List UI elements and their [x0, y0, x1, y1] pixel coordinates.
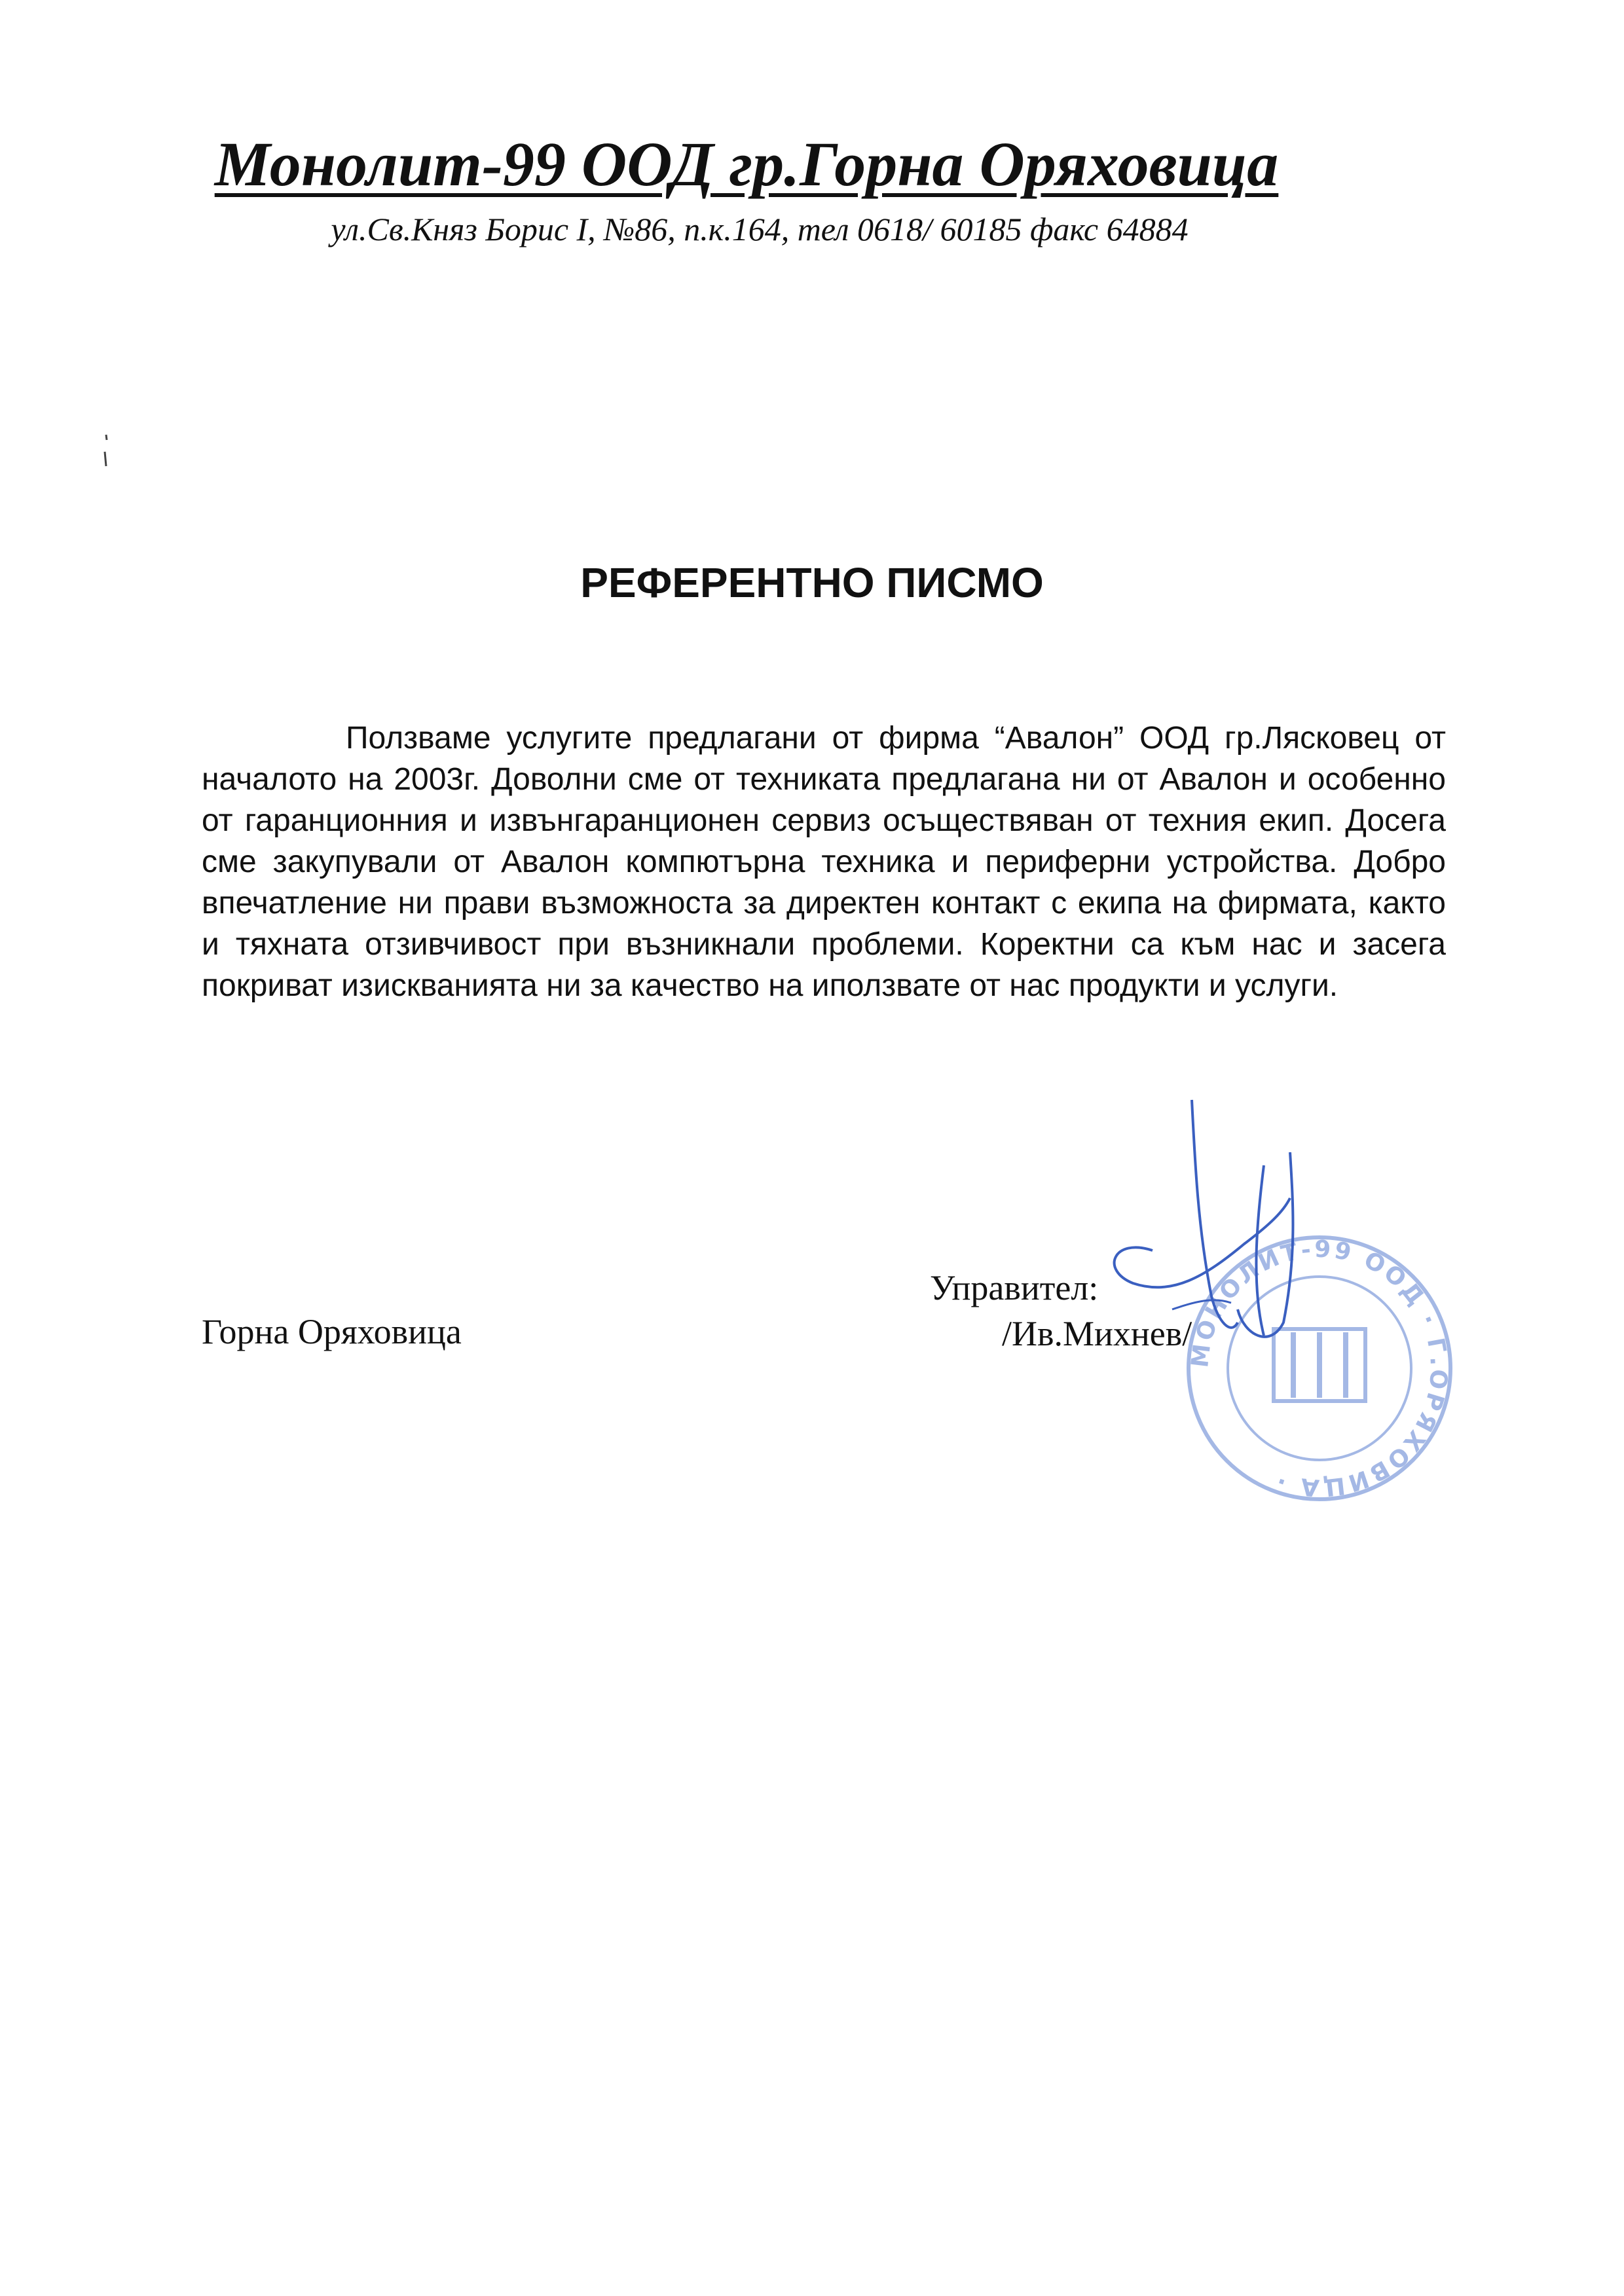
handwritten-signature — [1074, 1087, 1375, 1388]
document-title: РЕФЕРЕНТНО ПИСМО — [580, 559, 1044, 606]
manager-name: /Ив.Михнев/ — [1002, 1314, 1192, 1353]
svg-text:МОНОЛИТ-99 ООД · Г.ОРЯХОВИЦА ·: МОНОЛИТ-99 ООД · Г.ОРЯХОВИЦА · — [1187, 1235, 1452, 1501]
scan-marks — [98, 432, 118, 471]
city-name: Горна Оряховица — [202, 1312, 462, 1351]
letterhead-address: ул.Св.Княз Борис I, №86, п.к.164, тел 0618/ 60185 факс 64884 — [331, 211, 1189, 247]
manager-title: Управител: — [930, 1268, 1099, 1307]
letterhead-company: Монолит-99 ООД гр.Горна Оряховица — [214, 129, 1279, 199]
letter-body: Ползваме услугите предлагани от фирма “Авалон” ООД гр.Лясковец от началото на 2003г. Доволни сме от техниката предлагана ни от Авалон и особенно от гаранционния и извънгаранционен сервиз осъществяван от техния екип. Досега сме закупували от Авалон компютърна техника и периферни устройства. Добро впечатление ни прави възможноста за директен контакт с екипа на фирмата, както и тяхната отзивчивост при възникнали проблеми. Коректни са към нас и засега покриват изискванията ни за качество на иползвате от нас продукти и услуги. — [202, 721, 1446, 1003]
